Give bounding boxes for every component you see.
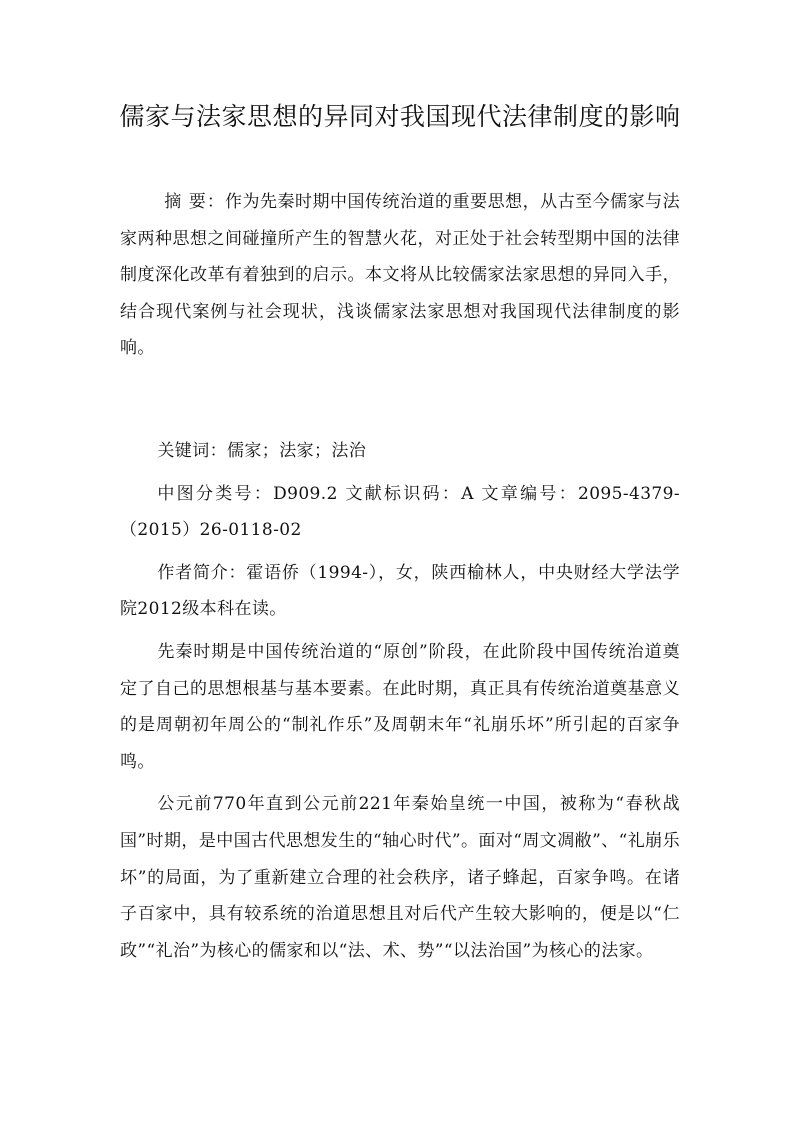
body-paragraph-2: 公元前770年直到公元前221年秦始皇统一中国，被称为“春秋战国”时期，是中国古代思想发生的“轴心时代”。面对“周文凋敝”、“礼崩乐坏”的局面，为了重新建立合理的社会秩序，诸子蜂起，百家争鸣。在诸子百家中，具有较系统的治道思想且对后代产生较大影响的，便是以“仁政”“礼治”为核心的儒家和以“法、术、势”“以法治国”为核心的法家。 <box>120 794 680 961</box>
document-body <box>120 184 680 969</box>
keywords-line: 关键词：儒家；法家；法治 <box>157 440 367 461</box>
abstract-text: 作为先秦时期中国传统治道的重要思想，从古至今儒家与法家两种思想之间碰撞所产生的智慧火花，对正处于社会转型期中国的法律制度深化改革有着独到的启示。本文将从比较儒家法家思想的异同入手，结合现代案例与社会现状，浅谈儒家法家思想对我国现代法律制度的影响。 <box>120 192 681 359</box>
body-paragraph-1: 先秦时期是中国传统治道的“原创”阶段，在此阶段中国传统治道奠定了自己的思想根基与基本要素。在此时期，真正具有传统治道奠基意义的是周朝初年周公的“制礼作乐”及周朝末年“礼崩乐坏”所引起的百家争鸣。 <box>120 641 680 772</box>
document-title: 儒家与法家思想的异同对我国现代法律制度的影响 <box>119 102 681 131</box>
classification-line: 中图分类号：D909.2 文献标识码：A 文章编号：2095-4379-（2015）26-0118-02 <box>120 483 680 541</box>
abstract-paragraph <box>120 184 680 367</box>
author-bio: 作者简介：霍语侨（1994-），女，陕西榆林人，中央财经大学法学院2012级本科在读。 <box>120 562 680 620</box>
abstract-label: 摘 要： <box>164 192 226 212</box>
